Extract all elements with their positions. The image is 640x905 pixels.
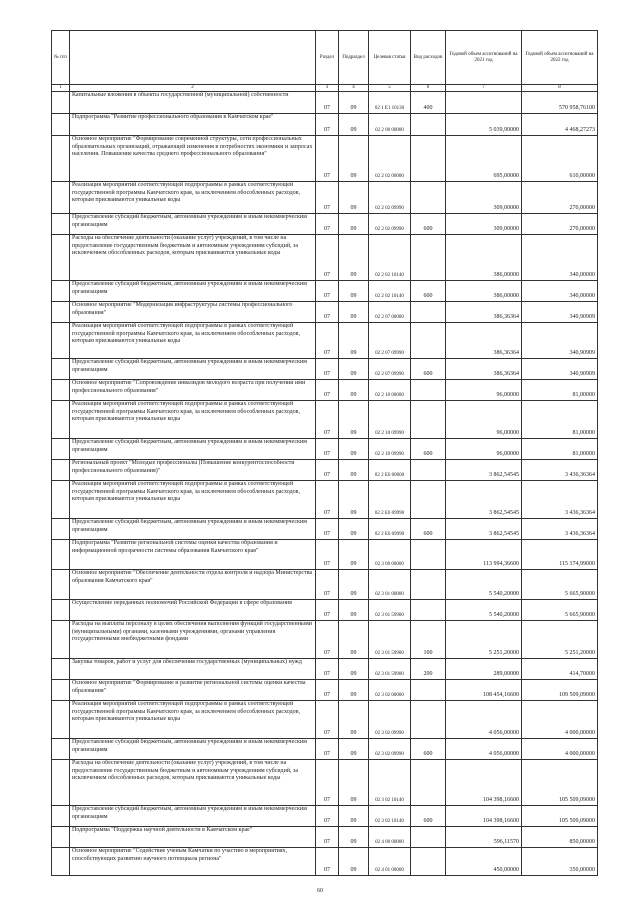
row-amount-2022-cell: 5 251,20000 [522,621,598,659]
column-number: 4 [339,85,369,92]
row-amount-2022-cell: 81,00000 [522,439,598,460]
row-amount-2021-cell: 309,00000 [446,214,522,235]
row-target-code-cell: 02 3 01 59900 [369,621,411,659]
row-subsection-cell: 09 [339,460,369,481]
header-subsection: Подраздел [339,31,369,85]
row-expense-type-cell [411,380,446,401]
row-amount-2021-cell: 3 862,54545 [446,460,522,481]
row-subsection-cell: 09 [339,92,369,114]
table-row [52,739,598,760]
row-amount-2022-cell: 340,90909 [522,323,598,359]
row-expense-type-cell: 600 [411,281,446,302]
row-amount-2022-cell: 105 509,09000 [522,806,598,827]
row-amount-2022-cell: 610,00000 [522,136,598,182]
column-number: 5 [369,85,411,92]
row-subsection-cell: 09 [339,540,369,570]
row-section-cell: 07 [316,380,339,401]
column-number-row [52,85,598,92]
row-number-cell [52,659,70,680]
row-expense-type-cell [411,114,446,136]
row-section-cell: 07 [316,439,339,460]
row-expense-type-cell: 600 [411,806,446,827]
row-name-cell: Капитальные вложения в объекты государственной (муниципальной) собственности [70,92,316,114]
row-target-code-cell: 02 3 02 09990 [369,739,411,760]
table-row [52,460,598,481]
row-name-cell: Расходы на выплаты персоналу в целях обеспечения выполнения функций государственными (муниципальными) органами, казенными учреждениями, органами управления государственными внебюджетными фондами [70,621,316,659]
row-subsection-cell: 09 [339,600,369,621]
row-expense-type-cell [411,481,446,519]
table-row [52,680,598,701]
row-subsection-cell: 09 [339,519,369,540]
row-section-cell: 07 [316,92,339,114]
row-amount-2022-cell: 270,00000 [522,182,598,214]
row-section-cell: 07 [316,519,339,540]
table-row [52,235,598,281]
row-target-code-cell: 02 2 Е6 00000 [369,460,411,481]
row-number-cell [52,214,70,235]
table-row [52,380,598,401]
row-expense-type-cell [411,760,446,806]
row-name-cell: Закупка товаров, работ и услуг для обеспечения государственных (муниципальных) нужд [70,659,316,680]
row-number-cell [52,739,70,760]
row-number-cell [52,481,70,519]
row-section-cell: 07 [316,114,339,136]
row-amount-2021-cell: 3 862,54545 [446,481,522,519]
row-expense-type-cell: 400 [411,92,446,114]
row-target-code-cell: 02 2 10 00000 [369,380,411,401]
row-target-code-cell: 02 3 02 10140 [369,760,411,806]
row-section-cell: 07 [316,214,339,235]
table-row [52,806,598,827]
row-target-code-cell: 02 4 01 00000 [369,848,411,876]
table-body [52,92,598,876]
row-number-cell [52,182,70,214]
header-target-article: Целевая статья [369,31,411,85]
row-amount-2021-cell: 96,00000 [446,380,522,401]
row-amount-2022-cell: 340,90909 [522,359,598,380]
row-name-cell: Основное мероприятие "Содействие ученым Камчатки по участию в мероприятиях, способствующих развитию научного потенциала региона" [70,848,316,876]
row-amount-2022-cell: 115 174,99000 [522,540,598,570]
header-num: № п/п [52,31,70,85]
row-name-cell: Расходы на обеспечение деятельности (оказание услуг) учреждений, в том числе на предоставление государственным бюджетным и автономным учреждениям субсидий, за исключением обособленных расходов, которым присваиваются уникальные коды [70,235,316,281]
row-name-cell: Расходы на обеспечение деятельности (оказание услуг) учреждений, в том числе на предоставление государственным бюджетным и автономным учреждениям субсидий, за исключением обособленных расходов, которым присваиваются уникальные коды [70,760,316,806]
row-name-cell: Предоставление субсидий бюджетным, автономным учреждениям и иным некоммерческим организациям [70,739,316,760]
row-name-cell: Основное мероприятие "Формирование современной структуры, сети профессиональных образовательных организаций, отражающей изменения в потребностях экономики и запросах населения. Повышение качества среднего профессионального образования" [70,136,316,182]
header-section: Раздел [316,31,339,85]
row-subsection-cell: 09 [339,659,369,680]
table-row [52,701,598,739]
row-subsection-cell: 09 [339,182,369,214]
header-row [52,31,598,85]
row-number-cell [52,359,70,380]
row-number-cell [52,701,70,739]
column-number: 3 [316,85,339,92]
row-number-cell [52,600,70,621]
row-subsection-cell: 09 [339,701,369,739]
row-number-cell [52,827,70,848]
row-section-cell: 07 [316,659,339,680]
row-section-cell: 07 [316,600,339,621]
row-target-code-cell: 02 2 02 00000 [369,136,411,182]
table-row [52,401,598,439]
row-amount-2021-cell: 108 454,16600 [446,680,522,701]
table-row [52,848,598,876]
row-amount-2022-cell: 81,00000 [522,380,598,401]
header-expense-type: Вид расходов [411,31,446,85]
table-row [52,600,598,621]
row-amount-2022-cell: 5 665,90000 [522,600,598,621]
row-subsection-cell: 09 [339,380,369,401]
table-row [52,136,598,182]
table-row [52,214,598,235]
row-name-cell: Предоставление субсидий бюджетным, автономным учреждениям и иным некоммерческим организациям [70,439,316,460]
row-section-cell: 07 [316,359,339,380]
row-amount-2022-cell: 4 000,00000 [522,701,598,739]
row-amount-2021-cell: 309,00000 [446,182,522,214]
row-target-code-cell: 02 2 07 00000 [369,302,411,323]
row-amount-2021-cell: 113 994,36600 [446,540,522,570]
row-target-code-cell: 02 3 02 00000 [369,680,411,701]
row-expense-type-cell [411,701,446,739]
row-name-cell: Основное мероприятие "Формирование и развитие региональной системы оценки качества образования" [70,680,316,701]
row-subsection-cell: 09 [339,235,369,281]
row-amount-2021-cell: 104 398,16600 [446,760,522,806]
row-subsection-cell: 09 [339,302,369,323]
row-target-code-cell: 02 2 07 09990 [369,359,411,380]
row-section-cell: 07 [316,680,339,701]
row-target-code-cell: 02 4 00 00000 [369,827,411,848]
table-row [52,359,598,380]
row-number-cell [52,114,70,136]
table-row [52,659,598,680]
row-amount-2021-cell [446,92,522,114]
column-number: 6 [411,85,446,92]
row-section-cell: 07 [316,460,339,481]
row-amount-2022-cell: 3 436,36364 [522,460,598,481]
row-target-code-cell: 02 2 Е6 09990 [369,481,411,519]
row-expense-type-cell [411,680,446,701]
row-section-cell: 07 [316,848,339,876]
row-expense-type-cell [411,848,446,876]
column-number: 1 [52,85,70,92]
row-amount-2022-cell: 3 436,36364 [522,481,598,519]
row-expense-type-cell: 200 [411,659,446,680]
row-amount-2022-cell: 270,00000 [522,214,598,235]
row-amount-2022-cell: 414,70000 [522,659,598,680]
row-name-cell: Предоставление субсидий бюджетным, автономным учреждениям и иным некоммерческим организациям [70,281,316,302]
row-section-cell: 07 [316,701,339,739]
budget-table [51,30,598,876]
row-expense-type-cell [411,827,446,848]
row-amount-2022-cell: 850,00000 [522,827,598,848]
row-amount-2021-cell: 386,00000 [446,281,522,302]
row-subsection-cell: 09 [339,848,369,876]
row-expense-type-cell [411,570,446,600]
column-number: 2 [70,85,316,92]
header-name [70,31,316,85]
row-name-cell: Осуществление переданных полномочий Российской Федерации в сфере образования [70,600,316,621]
row-expense-type-cell [411,182,446,214]
row-amount-2022-cell: 3 436,36364 [522,519,598,540]
row-subsection-cell: 09 [339,214,369,235]
row-amount-2021-cell: 386,00000 [446,235,522,281]
row-name-cell: Предоставление субсидий бюджетным, автономным учреждениям и иным некоммерческим организациям [70,519,316,540]
row-amount-2021-cell: 104 398,16600 [446,806,522,827]
table-row [52,519,598,540]
table-row [52,540,598,570]
row-amount-2022-cell: 4 468,27273 [522,114,598,136]
row-section-cell: 07 [316,806,339,827]
row-subsection-cell: 09 [339,439,369,460]
row-amount-2021-cell: 4 056,00000 [446,739,522,760]
row-subsection-cell: 09 [339,570,369,600]
row-amount-2021-cell: 4 056,00000 [446,701,522,739]
header-volume-2021: Годовой объем ассигнований на 2021 год [446,31,522,85]
row-amount-2021-cell: 96,00000 [446,401,522,439]
page-number: 60 [317,888,323,894]
row-number-cell [52,302,70,323]
row-amount-2022-cell: 109 509,09000 [522,680,598,701]
row-amount-2021-cell: 5 540,20000 [446,600,522,621]
row-section-cell: 07 [316,235,339,281]
table-row [52,302,598,323]
row-number-cell [52,540,70,570]
row-name-cell: Предоставление субсидий бюджетным, автономным учреждениям и иным некоммерческим организациям [70,359,316,380]
row-amount-2022-cell: 81,00000 [522,401,598,439]
row-number-cell [52,460,70,481]
table-row [52,281,598,302]
row-name-cell: Подпрограмма "Поддержка научной деятельности в Камчатском крае" [70,827,316,848]
row-target-code-cell: 02 2 00 00000 [369,114,411,136]
row-name-cell: Реализация мероприятий соответствующей подпрограммы в рамках соответствующей государственной программы Камчатского края, за исключением обособленных расходов, которым присваиваются уникальные коды [70,701,316,739]
row-expense-type-cell: 100 [411,621,446,659]
row-target-code-cell: 02 2 Е6 09990 [369,519,411,540]
row-amount-2021-cell: 3 862,54545 [446,519,522,540]
table-row [52,621,598,659]
row-target-code-cell: 02 3 01 59900 [369,600,411,621]
row-number-cell [52,380,70,401]
row-target-code-cell: 02 2 02 09990 [369,214,411,235]
row-number-cell [52,760,70,806]
row-expense-type-cell: 600 [411,214,446,235]
row-subsection-cell: 09 [339,621,369,659]
row-section-cell: 07 [316,281,339,302]
row-name-cell: Региональный проект "Молодые профессионалы (Повышение конкурентоспособности профессионального образования)" [70,460,316,481]
row-target-code-cell: 02 3 00 00000 [369,540,411,570]
row-name-cell: Подпрограмма "Развитие региональной системы оценки качества образования и информационной прозрачности системы образования Камчатского края" [70,540,316,570]
row-number-cell [52,519,70,540]
row-section-cell: 07 [316,481,339,519]
table-row [52,182,598,214]
row-target-code-cell: 02 2 10 09990 [369,439,411,460]
row-target-code-cell: 02 3 02 09990 [369,701,411,739]
row-number-cell [52,439,70,460]
row-amount-2022-cell: 570 958,76100 [522,92,598,114]
row-section-cell: 07 [316,570,339,600]
row-number-cell [52,570,70,600]
table-row [52,114,598,136]
row-name-cell: Основное мероприятие "Обеспечение деятельности отдела контроля и надзора Министерства образования Камчатского края" [70,570,316,600]
row-subsection-cell: 09 [339,136,369,182]
table-row [52,439,598,460]
row-subsection-cell: 09 [339,114,369,136]
row-section-cell: 07 [316,136,339,182]
table-row [52,92,598,114]
row-name-cell: Основное мероприятие "Сопровождение инвалидов молодого возраста при получении ими профессионального образования" [70,380,316,401]
row-section-cell: 07 [316,760,339,806]
row-name-cell: Основное мероприятие "Модернизация инфраструктуры системы профессионального образования" [70,302,316,323]
row-target-code-cell: 02 1 Е1 10130 [369,92,411,114]
row-amount-2022-cell: 340,00000 [522,281,598,302]
row-subsection-cell: 09 [339,359,369,380]
row-amount-2021-cell: 695,00000 [446,136,522,182]
row-subsection-cell: 09 [339,281,369,302]
table-row [52,323,598,359]
row-amount-2021-cell: 5 540,20000 [446,570,522,600]
row-subsection-cell: 09 [339,323,369,359]
row-subsection-cell: 09 [339,481,369,519]
table-row [52,827,598,848]
row-amount-2021-cell: 289,00000 [446,659,522,680]
row-amount-2022-cell: 4 000,00000 [522,739,598,760]
column-number: 7 [446,85,522,92]
row-target-code-cell: 02 2 02 10140 [369,281,411,302]
row-section-cell: 07 [316,827,339,848]
row-number-cell [52,323,70,359]
table-row [52,760,598,806]
row-expense-type-cell: 600 [411,739,446,760]
row-section-cell: 07 [316,739,339,760]
row-name-cell: Предоставление субсидий бюджетным, автономным учреждениям и иным некоммерческим организациям [70,214,316,235]
row-target-code-cell: 02 3 01 59900 [369,659,411,680]
row-subsection-cell: 09 [339,827,369,848]
row-expense-type-cell: 600 [411,439,446,460]
row-expense-type-cell: 600 [411,519,446,540]
header-volume-2022: Годовой объем ассигнований на 2022 год [522,31,598,85]
row-amount-2021-cell: 596,11570 [446,827,522,848]
row-amount-2021-cell: 386,36364 [446,323,522,359]
row-name-cell: Предоставление субсидий бюджетным, автономным учреждениям и иным некоммерческим организациям [70,806,316,827]
row-subsection-cell: 09 [339,680,369,701]
row-subsection-cell: 09 [339,806,369,827]
row-amount-2021-cell: 5 251,20000 [446,621,522,659]
row-amount-2022-cell: 340,00000 [522,235,598,281]
column-number: 8 [522,85,598,92]
row-amount-2021-cell: 386,36364 [446,359,522,380]
row-amount-2021-cell: 96,00000 [446,439,522,460]
row-section-cell: 07 [316,401,339,439]
row-number-cell [52,680,70,701]
row-name-cell: Подпрограмма "Развитие профессионального образования в Камчатском крае" [70,114,316,136]
table-row [52,481,598,519]
row-amount-2022-cell: 350,00000 [522,848,598,876]
row-target-code-cell: 02 2 02 10140 [369,235,411,281]
row-expense-type-cell: 600 [411,359,446,380]
row-name-cell: Реализация мероприятий соответствующей подпрограммы в рамках соответствующей государственной программы Камчатского края, за исключением обособленных расходов, которым присваиваются уникальные коды [70,481,316,519]
row-subsection-cell: 09 [339,401,369,439]
row-target-code-cell: 02 3 01 00000 [369,570,411,600]
row-section-cell: 07 [316,302,339,323]
row-expense-type-cell [411,600,446,621]
row-target-code-cell: 02 2 07 09990 [369,323,411,359]
row-number-cell [52,281,70,302]
row-subsection-cell: 09 [339,760,369,806]
row-name-cell: Реализация мероприятий соответствующей подпрограммы в рамках соответствующей государственной программы Камчатского края, за исключением обособленных расходов, которым присваиваются уникальные коды [70,323,316,359]
table-row [52,570,598,600]
row-name-cell: Реализация мероприятий соответствующей подпрограммы в рамках соответствующей государственной программы Камчатского края, за исключением обособленных расходов, которым присваиваются уникальные коды [70,182,316,214]
row-number-cell [52,806,70,827]
row-expense-type-cell [411,540,446,570]
row-amount-2022-cell: 5 665,90000 [522,570,598,600]
row-number-cell [52,848,70,876]
row-target-code-cell: 02 3 02 10140 [369,806,411,827]
row-number-cell [52,136,70,182]
row-number-cell [52,401,70,439]
row-expense-type-cell [411,401,446,439]
row-name-cell: Реализация мероприятий соответствующей подпрограммы в рамках соответствующей государственной программы Камчатского края, за исключением обособленных расходов, которым присваиваются уникальные коды [70,401,316,439]
row-target-code-cell: 02 2 02 09990 [369,182,411,214]
row-section-cell: 07 [316,540,339,570]
row-expense-type-cell [411,235,446,281]
row-section-cell: 07 [316,621,339,659]
row-expense-type-cell [411,302,446,323]
row-amount-2022-cell: 105 509,09000 [522,760,598,806]
row-section-cell: 07 [316,182,339,214]
row-number-cell [52,92,70,114]
row-expense-type-cell [411,460,446,481]
row-target-code-cell: 02 2 10 09990 [369,401,411,439]
row-section-cell: 07 [316,323,339,359]
row-amount-2021-cell: 5 039,90000 [446,114,522,136]
row-number-cell [52,235,70,281]
row-expense-type-cell [411,136,446,182]
row-amount-2022-cell: 340,90909 [522,302,598,323]
row-expense-type-cell [411,323,446,359]
row-amount-2021-cell: 450,00000 [446,848,522,876]
row-subsection-cell: 09 [339,739,369,760]
row-amount-2021-cell: 386,36364 [446,302,522,323]
row-number-cell [52,621,70,659]
